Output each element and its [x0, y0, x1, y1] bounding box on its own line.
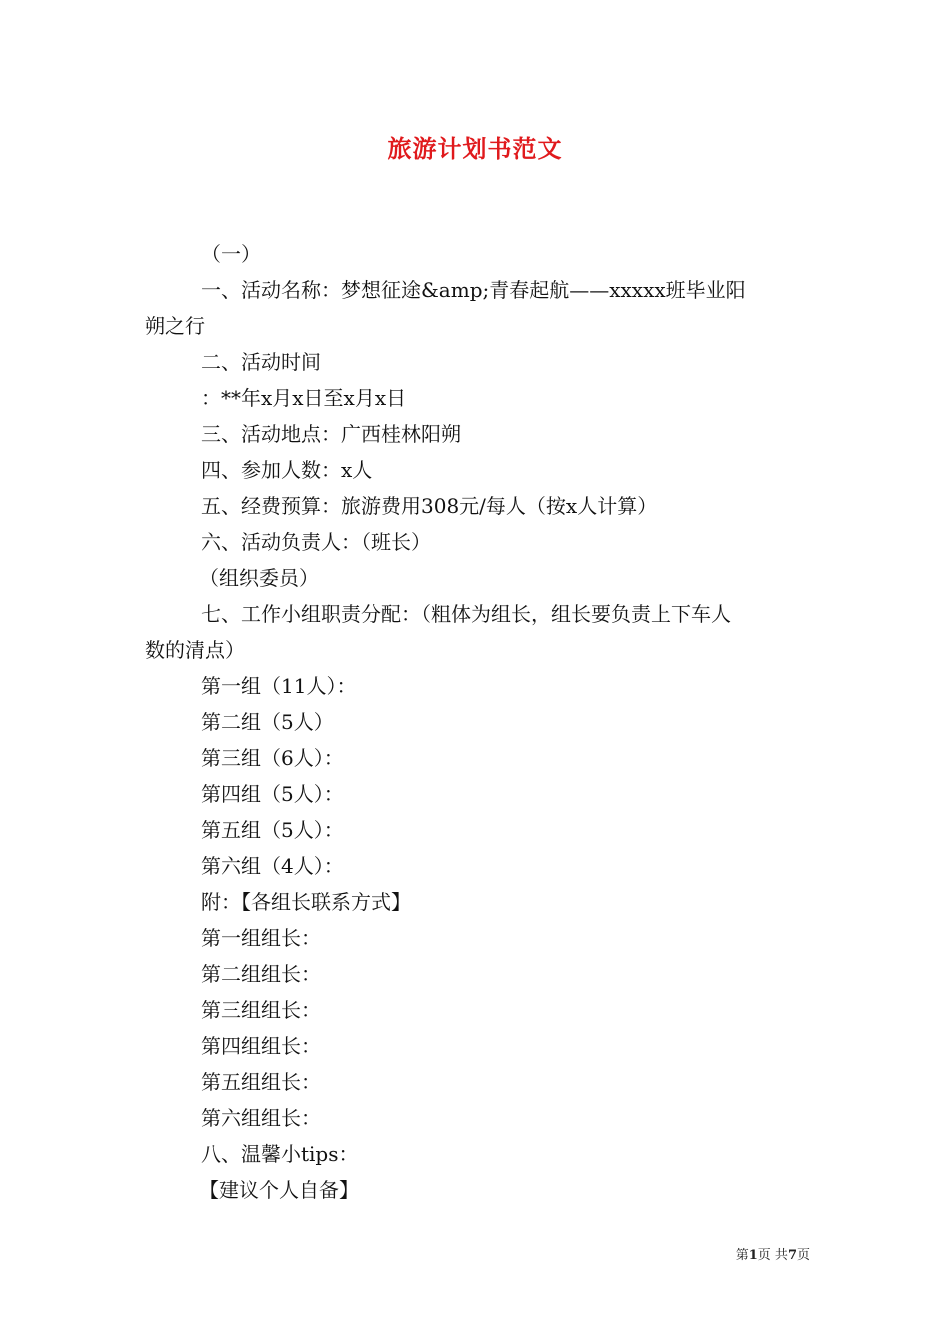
text-line: 第五组（5人）： [201, 818, 344, 842]
text-line: 第四组（5人）： [201, 782, 344, 806]
text-line: 一、活动名称：梦想征途&amp;青春起航——xxxxx班毕业阳 [201, 278, 746, 302]
text-line: （组织委员） [199, 566, 319, 590]
text-line: 第一组（11人）： [201, 674, 357, 698]
text-line: 第二组（5人） [201, 710, 334, 734]
text-line: 二、活动时间 [201, 350, 321, 374]
text-line: （一） [201, 242, 261, 266]
text-line: 三、活动地点：广西桂林阳朔 [201, 422, 461, 446]
footer-current-page: 1 [748, 1248, 758, 1263]
page-title: 旅游计划书范文 [387, 134, 563, 163]
footer-prefix: 第 [735, 1248, 749, 1263]
text-line: 数的清点） [145, 638, 245, 662]
page-footer [690, 1246, 810, 1266]
text-line: ：**年x月x日至x月x日 [201, 386, 407, 410]
text-line: 六、活动负责人：（班长） [201, 530, 431, 554]
text-line: 朔之行 [145, 314, 205, 338]
text-line: 第一组组长： [201, 926, 321, 950]
text-line: 第二组组长： [201, 962, 321, 986]
text-line: 第三组（6人）： [201, 746, 344, 770]
text-line: 第五组组长： [201, 1070, 321, 1094]
footer-middle: 页 共 [757, 1248, 788, 1263]
text-line: 五、经费预算：旅游费用308元/每人（按x人计算） [201, 494, 658, 518]
footer-total-pages: 7 [787, 1248, 797, 1263]
text-line: 第六组（4人）： [201, 854, 344, 878]
text-line: 七、工作小组职责分配：（粗体为组长，组长要负责上下车人 [201, 602, 731, 626]
footer-suffix: 页 [796, 1248, 810, 1263]
text-line: 附：【各组长联系方式】 [201, 890, 411, 914]
text-line: 四、参加人数：x人 [201, 458, 373, 482]
document-body [145, 236, 810, 1208]
text-line: 第三组组长： [201, 998, 321, 1022]
text-line: 八、温馨小tips： [201, 1142, 359, 1166]
text-line: 【建议个人自备】 [199, 1178, 359, 1202]
text-line: 第四组组长： [201, 1034, 321, 1058]
text-line: 第六组组长： [201, 1106, 321, 1130]
